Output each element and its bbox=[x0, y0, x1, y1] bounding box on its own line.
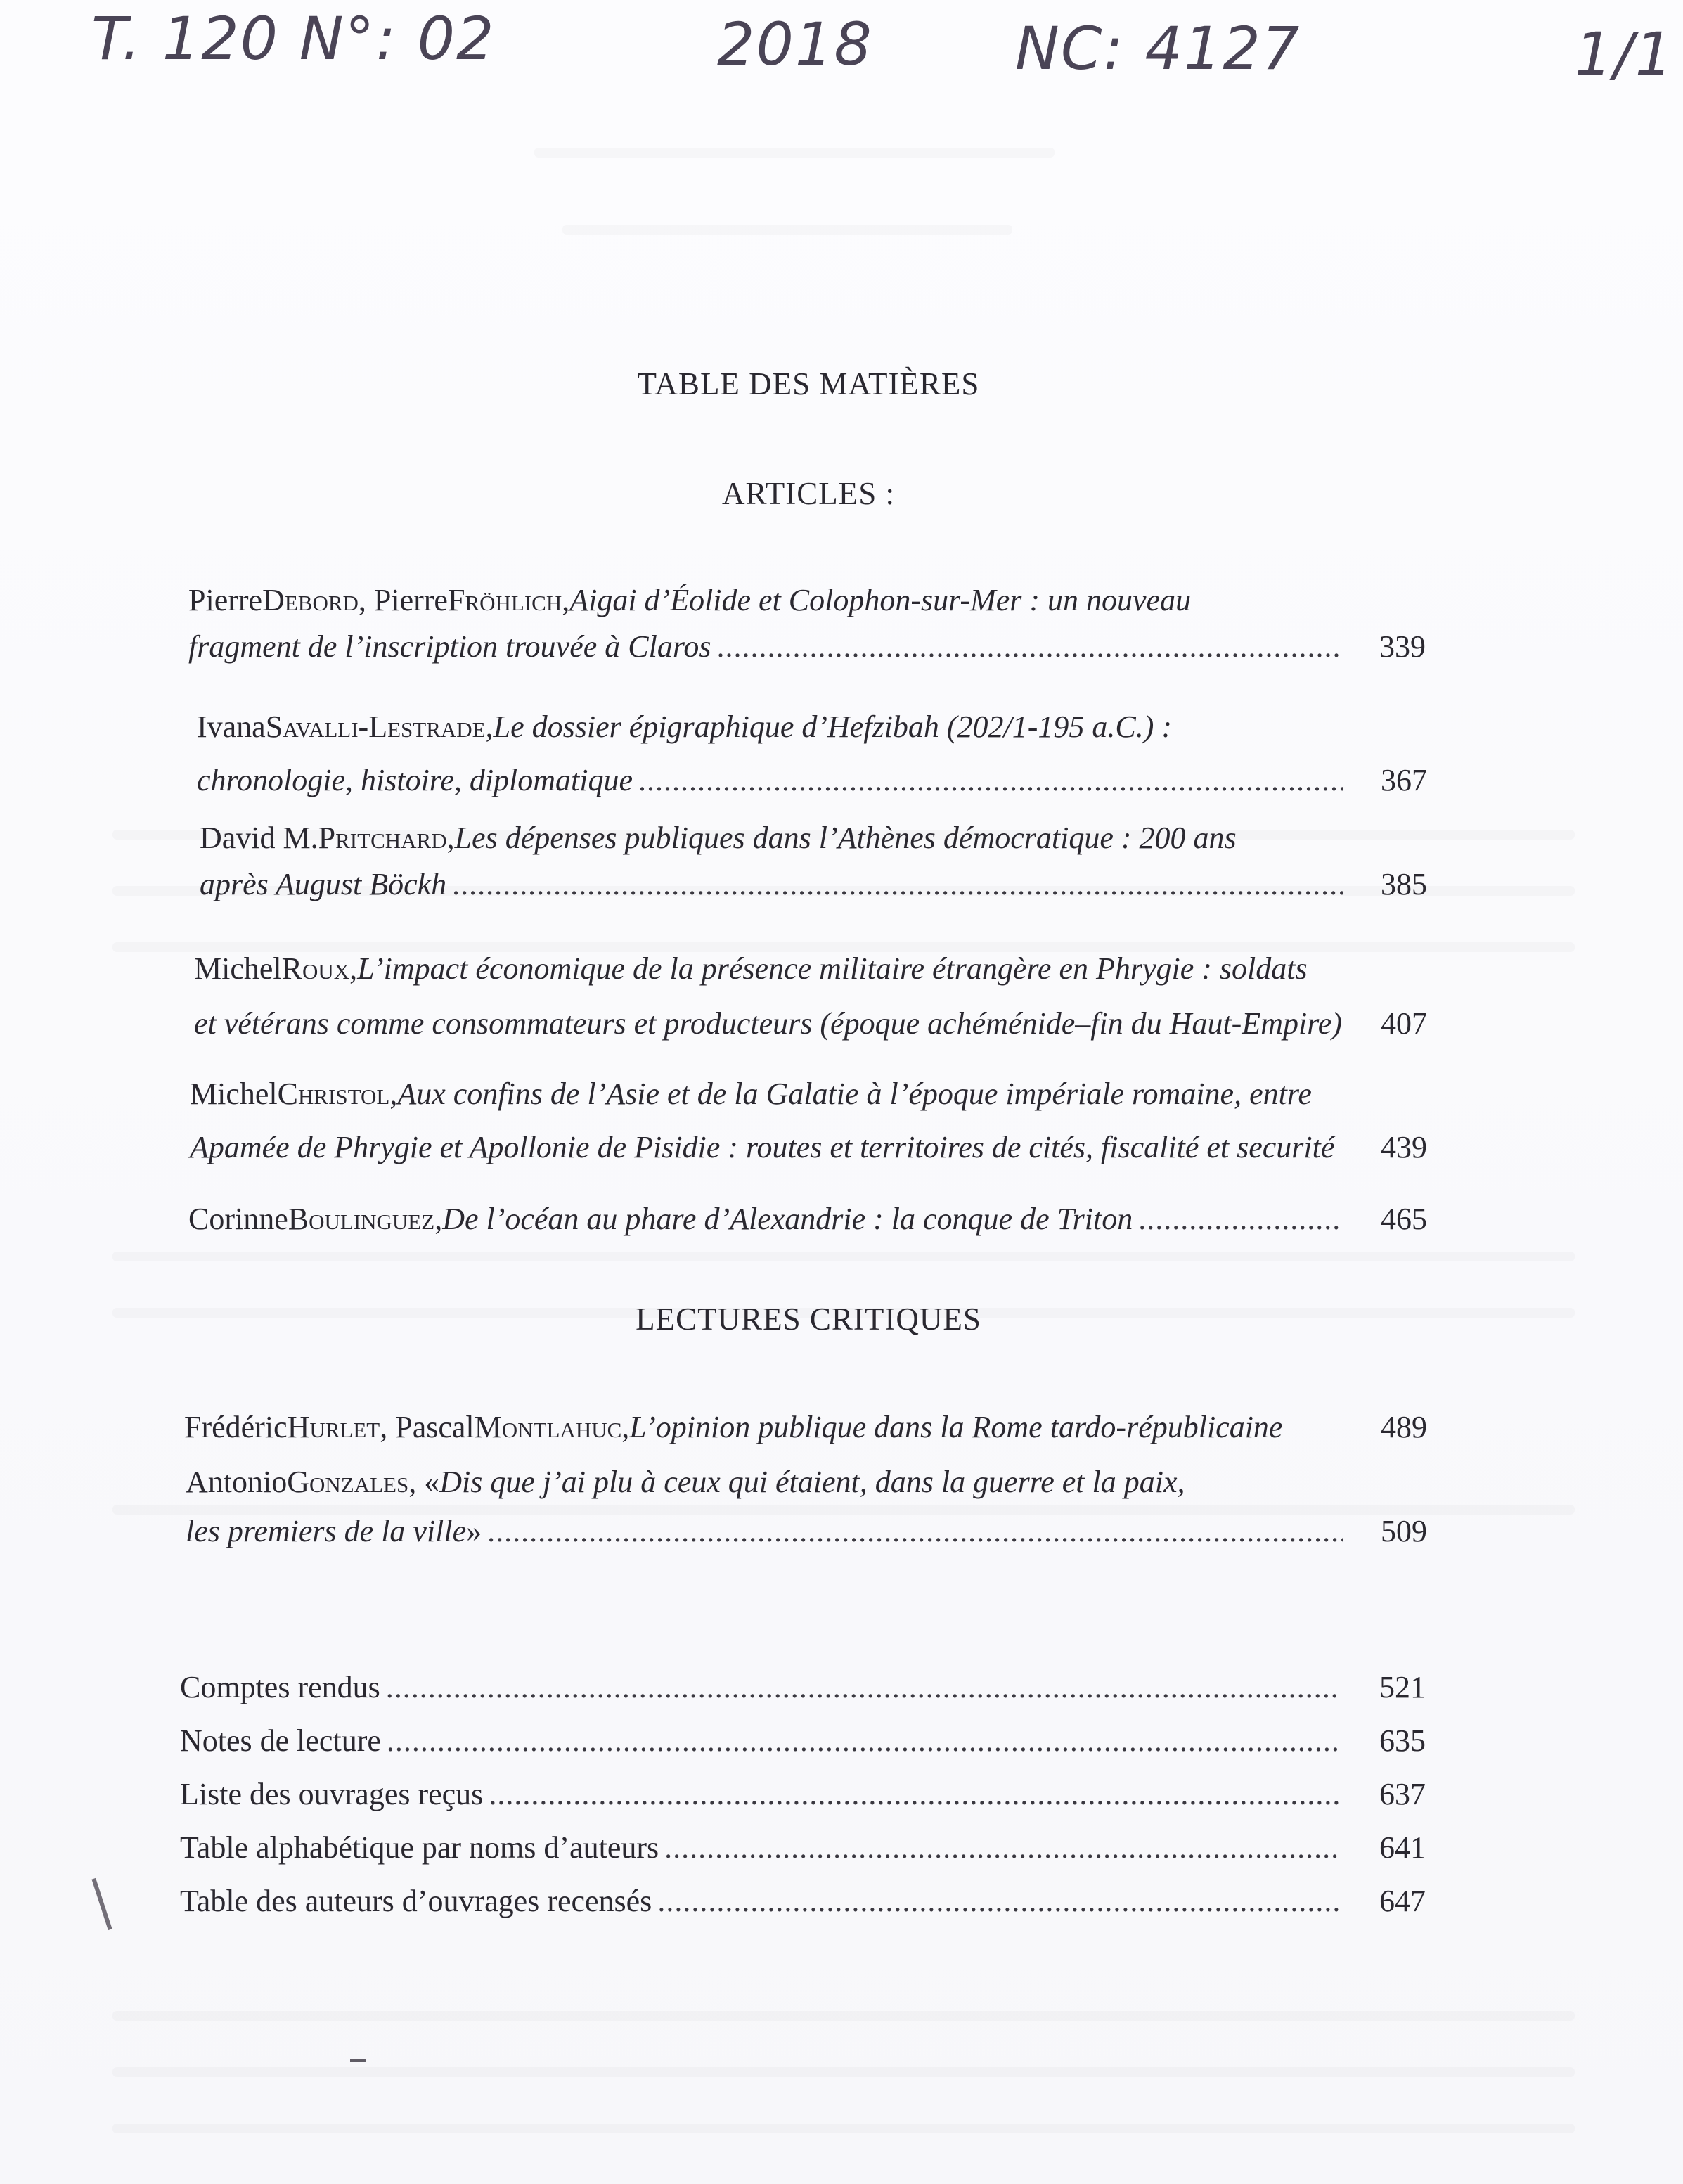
separator: , bbox=[446, 821, 455, 855]
article-title: chronologie, histoire, diplomatique bbox=[197, 763, 633, 797]
leader-dots bbox=[387, 1714, 1341, 1768]
pen-mark bbox=[350, 2059, 366, 2062]
misc-label: Table des auteurs d’ouvrages recensés bbox=[180, 1884, 652, 1918]
article-entry bbox=[190, 1072, 1427, 1170]
leader-dots bbox=[386, 1661, 1341, 1714]
author-surname: Gonzales bbox=[287, 1465, 409, 1499]
handwritten-volume: T. 120 N°: 02 bbox=[91, 4, 496, 73]
show-through bbox=[112, 2067, 1575, 2077]
entry-line bbox=[186, 1509, 1427, 1554]
author-surname: Roux bbox=[281, 951, 350, 986]
page-number: 385 bbox=[1381, 867, 1427, 901]
separator: , bbox=[621, 1410, 630, 1444]
separator: , bbox=[434, 1202, 443, 1236]
article-title: Aux confins de l’Asie et de la Galatie à l’époque impériale romaine, entre bbox=[397, 1077, 1312, 1111]
entry-line bbox=[188, 624, 1426, 669]
page-number: 407 bbox=[1381, 1006, 1427, 1041]
article-title: Aigai d’Éolide et Colophon-sur-Mer : un nouveau bbox=[569, 583, 1192, 617]
article-entry bbox=[188, 1197, 1427, 1242]
lecture-entry bbox=[186, 1460, 1427, 1554]
article-title: Le dossier épigraphique d’Hefzibah (202/1-195 a.C.) : bbox=[493, 709, 1173, 744]
entry-line bbox=[188, 1197, 1427, 1242]
lecture-entry bbox=[184, 1405, 1427, 1450]
author-first: Michel bbox=[190, 1077, 278, 1111]
leader-dots bbox=[657, 1875, 1341, 1928]
leader-dots bbox=[638, 758, 1343, 803]
separator: , Pierre bbox=[358, 583, 448, 617]
article-title: Les dépenses publiques dans l’Athènes démocratique : 200 ans bbox=[454, 821, 1237, 855]
entry-line bbox=[190, 1125, 1427, 1170]
page-number: 635 bbox=[1379, 1723, 1426, 1758]
toc-heading: TABLE DES MATIÈRES bbox=[637, 366, 980, 402]
author-first: Frédéric bbox=[184, 1410, 288, 1444]
author-surname: Montlahuc bbox=[474, 1410, 622, 1444]
misc-item bbox=[180, 1661, 1426, 1714]
leader-dots bbox=[489, 1768, 1341, 1821]
article-title: L’impact économique de la présence militaire étrangère en Phrygie : soldats bbox=[357, 951, 1308, 986]
article-title: Apamée de Phrygie et Apollonie de Pisidie : routes et territoires de cités, fiscalité et securité bbox=[190, 1130, 1335, 1164]
lectures-heading: LECTURES CRITIQUES bbox=[636, 1302, 981, 1337]
article-title: et vétérans comme consommateurs et producteurs (époque achéménide–fin du Haut-Empire) bbox=[194, 1006, 1342, 1041]
page-number: 641 bbox=[1379, 1830, 1426, 1865]
misc-label: Liste des ouvrages reçus bbox=[180, 1777, 484, 1811]
separator: , « bbox=[408, 1465, 440, 1499]
articles-heading: ARTICLES : bbox=[721, 476, 896, 511]
article-entry bbox=[197, 705, 1427, 803]
author-surname: Fröhlich bbox=[447, 583, 562, 617]
author-first: Antonio bbox=[186, 1465, 288, 1499]
author-first: David M. bbox=[200, 821, 318, 855]
page-number: 521 bbox=[1379, 1670, 1426, 1704]
handwritten-code: NC: 4127 bbox=[1015, 14, 1301, 83]
entry-line bbox=[194, 946, 1427, 991]
entry-line bbox=[200, 862, 1427, 907]
author-surname: Hurlet bbox=[287, 1410, 380, 1444]
entry-line bbox=[186, 1460, 1427, 1505]
misc-item bbox=[180, 1821, 1426, 1875]
show-through bbox=[112, 2124, 1575, 2133]
author-first: Michel bbox=[194, 951, 282, 986]
separator: , bbox=[389, 1077, 398, 1111]
article-entry bbox=[200, 816, 1427, 907]
page-number: 465 bbox=[1381, 1202, 1427, 1236]
misc-item bbox=[180, 1875, 1426, 1928]
leader-dots bbox=[487, 1509, 1343, 1554]
entry-line bbox=[190, 1072, 1427, 1117]
entry-line bbox=[197, 705, 1427, 750]
misc-label: Notes de lecture bbox=[180, 1723, 381, 1758]
author-surname: Christol bbox=[277, 1077, 390, 1111]
leader-dots bbox=[452, 862, 1343, 907]
leader-dots bbox=[1138, 1197, 1343, 1242]
separator: , Pascal bbox=[380, 1410, 475, 1444]
author-surname: Savalli-Lestrade bbox=[265, 709, 486, 744]
misc-item bbox=[180, 1714, 1426, 1768]
article-entry bbox=[188, 578, 1426, 669]
show-through bbox=[112, 1252, 1575, 1261]
lecture-title: les premiers de la ville bbox=[186, 1514, 467, 1548]
misc-label: Comptes rendus bbox=[180, 1670, 380, 1704]
pen-mark bbox=[91, 1878, 112, 1930]
show-through bbox=[534, 148, 1055, 158]
article-title: De l’océan au phare d’Alexandrie : la conque de Triton bbox=[442, 1202, 1133, 1236]
separator: , bbox=[349, 951, 358, 986]
show-through bbox=[112, 2011, 1575, 2021]
leader-dots bbox=[664, 1821, 1341, 1875]
entry-line bbox=[184, 1405, 1427, 1450]
page-number: 489 bbox=[1381, 1410, 1427, 1444]
page-number: 367 bbox=[1381, 763, 1427, 797]
lecture-title: Dis que j’ai plu à ceux qui étaient, dans la guerre et la paix, bbox=[439, 1465, 1185, 1499]
page-number: 647 bbox=[1379, 1884, 1426, 1918]
misc-list bbox=[180, 1661, 1426, 1928]
show-through bbox=[562, 225, 1012, 235]
misc-item bbox=[180, 1768, 1426, 1821]
entry-line bbox=[188, 578, 1426, 623]
article-entry bbox=[194, 946, 1427, 1046]
author-first: Corinne bbox=[188, 1202, 288, 1236]
handwritten-year: 2018 bbox=[717, 10, 873, 79]
entry-line bbox=[194, 1001, 1427, 1046]
separator: , bbox=[562, 583, 570, 617]
separator: , bbox=[485, 709, 494, 744]
author-first: Ivana bbox=[197, 709, 266, 744]
author-surname: Boulinguez bbox=[288, 1202, 435, 1236]
entry-line bbox=[197, 758, 1427, 803]
author-surname: Pritchard bbox=[318, 821, 447, 855]
author-surname: Debord bbox=[262, 583, 359, 617]
handwritten-count: 1/1 bbox=[1575, 20, 1675, 89]
page-number: 509 bbox=[1381, 1514, 1427, 1548]
article-title: fragment de l’inscription trouvée à Claros bbox=[188, 629, 711, 664]
page-number: 339 bbox=[1379, 629, 1426, 664]
misc-label: Table alphabétique par noms d’auteurs bbox=[180, 1830, 659, 1865]
author-first: Pierre bbox=[188, 583, 263, 617]
leader-dots bbox=[716, 624, 1341, 669]
page-number: 439 bbox=[1381, 1130, 1427, 1164]
title-suffix: » bbox=[466, 1514, 482, 1548]
page-number: 637 bbox=[1379, 1777, 1426, 1811]
lecture-title: L’opinion publique dans la Rome tardo-républicaine bbox=[629, 1410, 1283, 1444]
article-title: après August Böckh bbox=[200, 867, 447, 901]
entry-line bbox=[200, 816, 1427, 861]
